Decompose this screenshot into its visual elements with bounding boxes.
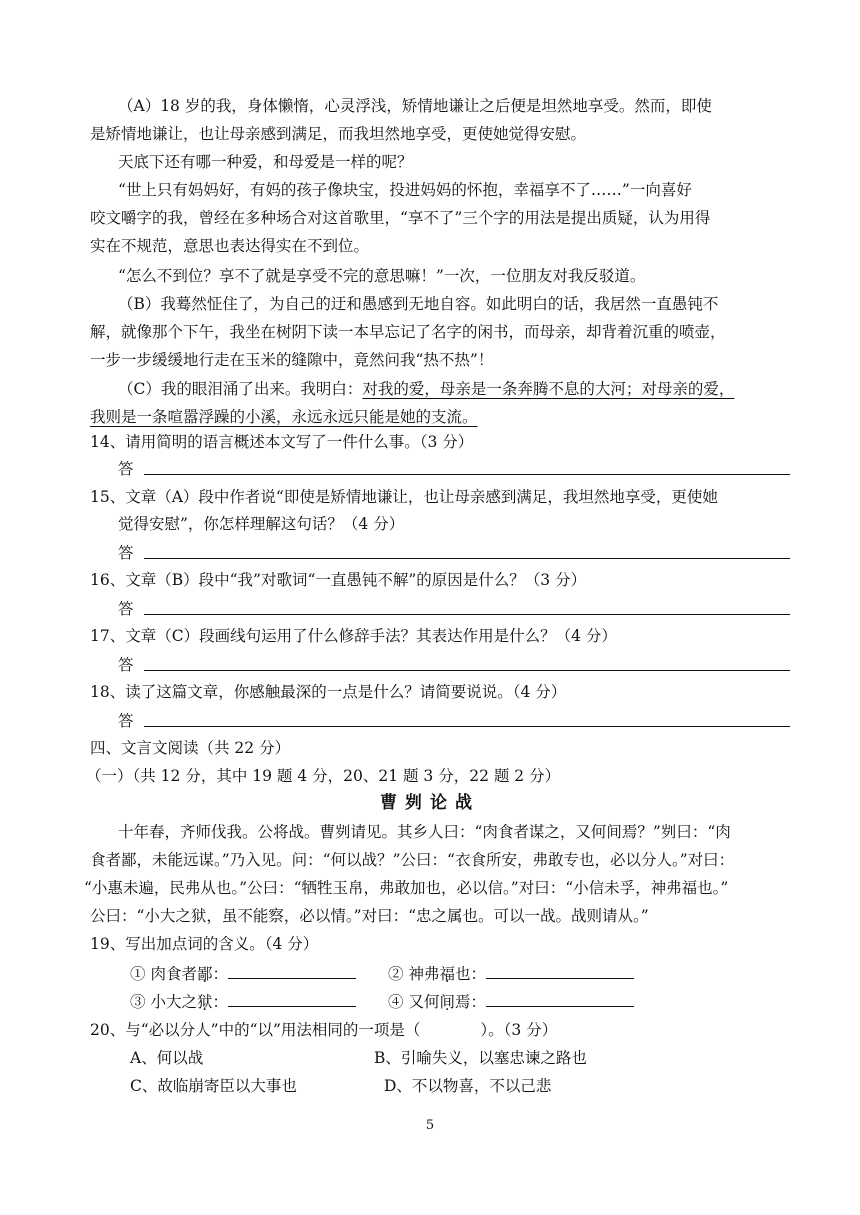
passage-line [118,375,734,403]
passage-line: （A）18 岁的我，身体懒惰，心灵浮浅，矫情地谦让之后便是坦然地享受。然而，即使 [118,97,712,115]
classical-text-line: “小惠未遍，民弗从也。”公曰：“牺牲玉帛，弗敢加也，必以信。”对曰：“小信未孚，神弗福也。” [84,879,729,897]
item-text: 又何 [408,993,440,1011]
question-17: 17、文章（C）段画线句运用了什么修辞手法？其表达作用是什么？（4 分） [90,627,617,645]
question-14: 14、请用简明的语言概述本文写了一件什么事。（3 分） [90,433,474,451]
classical-text-line: 十年春，齐师伐我。公将战。曹刿请见。其乡人曰：“肉食者谋之，又何间焉？”刿曰：“肉 [118,823,731,841]
passage-line: 解，就像那个下午，我坐在树阴下读一本早忘记了名字的闲书，而母亲，却背着沉重的喷壶， [90,323,726,341]
dotted-word: 狱 [196,993,213,1011]
section-heading: 四、文言文阅读（共 22 分） [90,739,291,757]
question-20 [90,1016,557,1044]
item-number: ① [130,965,146,983]
item-text: 神弗 [408,965,440,983]
item-text: ： [212,965,228,983]
dotted-word: 福 [439,965,455,983]
answer-line[interactable] [144,558,790,559]
fill-blank[interactable] [486,964,634,979]
dotted-word: 鄙 [196,965,213,983]
answer-label: 答 [118,712,134,730]
item-text: 也： [454,965,486,983]
underlined-sentence: 我则是一条喧嚣浮躁的小溪，永远永远只能是她的支流。 [90,408,478,426]
answer-line[interactable] [144,474,790,475]
item-number: ④ [388,993,404,1011]
classical-text-line: 公曰：“小大之狱，虽不能察，必以情。”对曰：“忠之属也。可以一战。战则请从。” [90,907,649,925]
item-number: ② [388,965,404,983]
fill-blank[interactable] [228,992,356,1007]
classical-text-line: 食者鄙，未能远谋。”乃入见。问：“何以战？”公曰：“衣食所安，弗敢专也，必以分人。”对曰： [90,851,735,869]
item-text: 小大之 [150,993,197,1011]
passage-line: 天底下还有哪一种爱，和母爱是一样的呢？ [118,153,413,171]
underlined-sentence: 对我的爱，母亲是一条奔腾不息的大河；对母亲的爱， [362,380,735,398]
item-number: ③ [130,993,146,1011]
option-b[interactable]: B、引喻失义，以塞忠谏之路也 [374,1049,587,1067]
passage-line: 咬文嚼字的我，曾经在多种场合对这首歌里，“享不了”三个字的用法是提出质疑，认为用得 [90,209,711,227]
option-c[interactable]: C、故临崩寄臣以大事也 [130,1077,297,1095]
option-d[interactable]: D、不以物喜，不以己悲 [384,1077,552,1095]
passage-line: “怎么不到位？享不了就是享受不完的意思嘛！”一次，一位朋友对我反驳道。 [118,267,646,285]
answer-label: 答 [118,544,134,562]
answer-label: 答 [118,460,134,478]
question-text: 20、与“必以分人”中的“以”用法相同的一项是（ [90,1021,421,1039]
section-subheading: （一）（共 12 分，其中 19 题 4 分，20、21 题 3 分，22 题 2 分） [86,767,561,785]
answer-label: 答 [118,656,134,674]
answer-line[interactable] [144,670,790,671]
question-16: 16、文章（B）段中“我”对歌词“一直愚钝不解”的原因是什么？（3 分） [90,571,587,589]
passage-line: 实在不规范，意思也表达得实在不到位。 [90,237,370,255]
item-text: 肉食者 [150,965,197,983]
question-18: 18、读了这篇文章，你感触最深的一点是什么？请简要说说。（4 分） [90,683,567,701]
passage-line: （B）我蓦然怔住了，为自己的迂和愚感到无地自容。如此明白的话，我居然一直愚钝不 [118,295,719,313]
q19-item-4 [388,988,634,1016]
passage-line: 一步一步缓缓地行走在玉米的缝隙中，竟然问我“热不热”！ [90,351,494,369]
q19-item-1 [130,960,356,988]
passage-line: 是矫情地谦让，也让母亲感到满足，而我坦然地享受，更使她觉得安慰。 [90,125,587,143]
fill-blank[interactable] [486,992,634,1007]
question-15-cont: 觉得安慰”，你怎样理解这句话？（4 分） [118,515,405,533]
question-19: 19、写出加点词的含义。（4 分） [90,935,319,953]
item-text: 焉： [454,993,486,1011]
answer-line[interactable] [144,726,790,727]
answer-label: 答 [118,600,134,618]
question-15: 15、文章（A）段中作者说“即使是矫情地谦让，也让母亲感到满足，我坦然地享受，更使她 [90,488,718,506]
passage-line: “世上只有妈妈好，有妈的孩子像块宝，投进妈妈的怀抱，幸福享不了……”一向喜好 [118,181,692,199]
classical-text-title: 曹刿论战 [380,793,480,813]
option-a[interactable]: A、何以战 [130,1049,204,1067]
fill-blank[interactable] [228,964,356,979]
page-number: 5 [425,1118,435,1133]
passage-text: （C）我的眼泪涌了出来。我明白： [118,380,363,398]
answer-line[interactable] [144,614,790,615]
dotted-word: 间 [439,993,455,1011]
q19-item-2 [388,960,634,988]
q19-item-3 [130,988,356,1016]
question-text: ）。（3 分） [480,1021,558,1039]
item-text: ： [212,993,228,1011]
